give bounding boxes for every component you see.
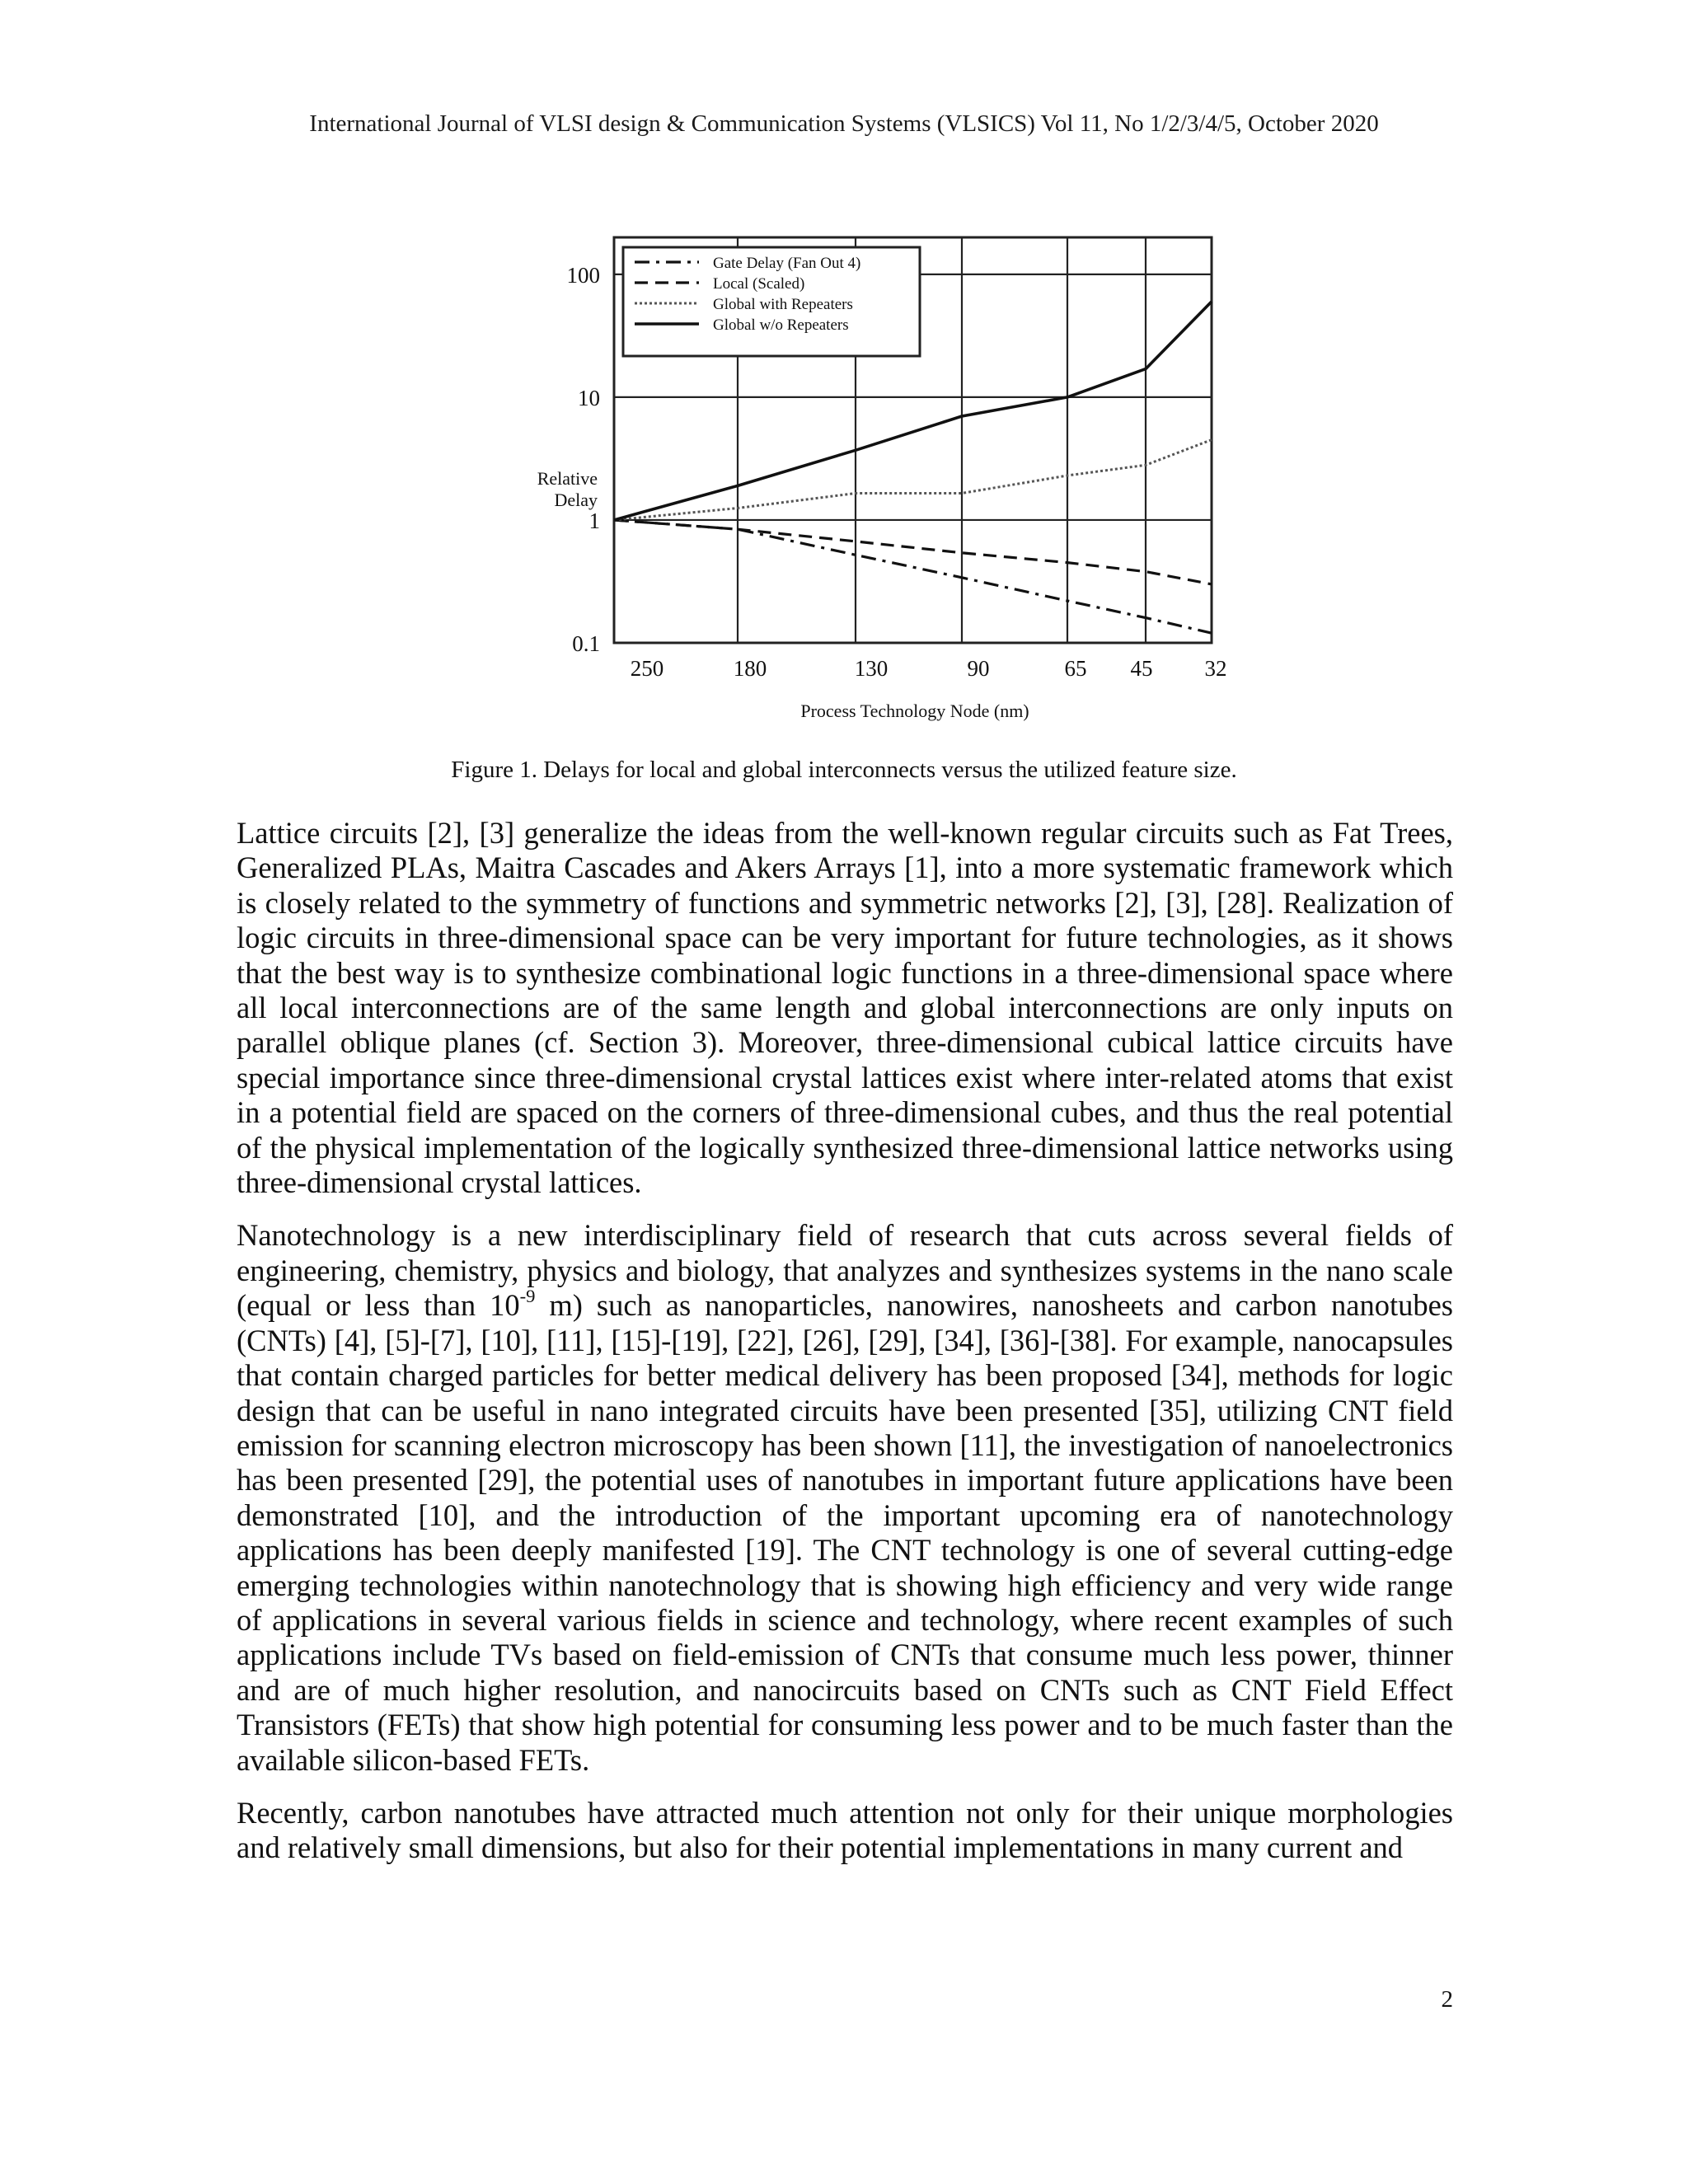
x-tick-label: 250 [630, 656, 664, 681]
delay-chart [511, 223, 1236, 725]
paragraph-nanotechnology [237, 1218, 1453, 1778]
paragraph-lattice-circuits: Lattice circuits [2], [3] generalize the ideas from the well-known regular circuits such as Fat Trees, Generalized PLAs, Maitra Cascades and Akers Arrays [1], into a more systematic framework which is closely related to the symmetry of functions and symmetric networks [2], [3], [28]. Realization of logic circuits in three-dimensional space can be very important for future technologies, as it shows that the best way is to synthesize combinational logic functions in a three-dimensional space where all local interconnections are of the same length and global interconnections are only inputs on parallel oblique planes (cf. Section 3). Moreover, three-dimensional cubical lattice circuits have special importance since three-dimensional crystal lattices exist where inter-related atoms that exist in a potential field are spaced on the corners of three-dimensional cubes, and thus the real potential of the physical implementation of the logically synthesized three-dimensional lattice networks using three-dimensional crystal lattices. [237, 816, 1453, 1200]
series-line-dashed [614, 520, 1212, 584]
paragraph-nanotechnology-part1: Nanotechnology is a new interdisciplinary field of research that cuts across several fields of engineering, chemistry, physics and biology, that analyzes and synthesizes systems in the nano scale (equal or less than 10 [237, 1218, 1453, 1323]
legend-entry-label: Global w/o Repeaters [713, 316, 849, 334]
legend-entry-label: Gate Delay (Fan Out 4) [713, 255, 861, 272]
y-tick-label: 0.1 [572, 631, 600, 656]
y-axis-label-line: Delay [554, 490, 598, 510]
figure-caption: Figure 1. Delays for local and global interconnects versus the utilized feature size. [451, 757, 1237, 783]
y-tick-label: 10 [578, 385, 600, 410]
legend-entry-label: Local (Scaled) [713, 275, 805, 293]
y-tick-label: 100 [566, 262, 600, 288]
y-axis-label-line: Relative [537, 468, 598, 489]
figure-1 [511, 223, 1236, 725]
paragraph-carbon-nanotubes: Recently, carbon nanotubes have attracted much attention not only for their unique morphologies and relatively small dimensions, but also for their potential implementations in many current and [237, 1795, 1453, 1865]
body-text [237, 816, 1453, 1884]
x-tick-label: 130 [854, 656, 889, 681]
x-tick-label: 65 [1064, 656, 1087, 681]
page-number: 2 [1441, 1986, 1453, 2013]
x-tick-label: 45 [1130, 656, 1153, 681]
exponent: -9 [519, 1286, 536, 1307]
x-axis-label: Process Technology Node (nm) [800, 701, 1029, 721]
y-tick-label: 1 [588, 508, 600, 533]
series-line-dash-dot [614, 520, 1212, 633]
paragraph-nanotechnology-part2: m) such as nanoparticles, nanowires, nanosheets and carbon nanotubes (CNTs) [4], [5]-[7], [10], [11], [15]-[19], [22], [26], [29], [34], [36]-[38]. For example, nanocapsules that contain charged particles for better medical delivery has been proposed [34], methods for logic design that can be useful in nano integrated circuits have been presented [35], utilizing CNT field emission for scanning electron microscopy has been shown [11], the investigation of nanoelectronics has been presented [29], the potential uses of nanotubes in important future applications have been demonstrated [10], and the introduction of the important upcoming era of nanotechnology applications has been deeply manifested [19]. The CNT technology is one of several cutting-edge emerging technologies within nanotechnology that is showing high efficiency and very wide range of applications in several various fields in science and technology, where recent examples of such applications include TVs based on field-emission of CNTs that consume much less power, thinner and are of much higher resolution, and nanocircuits based on CNTs such as CNT Field Effect Transistors (FETs) that show high potential for consuming less power and to be much faster than the available silicon-based FETs. [237, 1288, 1453, 1777]
y-axis-label [537, 468, 598, 510]
x-tick-label: 180 [733, 656, 767, 681]
legend-entry-label: Global with Repeaters [713, 296, 853, 313]
x-tick-label: 90 [967, 656, 990, 681]
x-tick-label: 32 [1204, 656, 1227, 681]
running-header: International Journal of VLSI design & Communication Systems (VLSICS) Vol 11, No 1/2/3/4/5, October 2020 [309, 110, 1379, 137]
series-line-dotted [614, 440, 1212, 520]
